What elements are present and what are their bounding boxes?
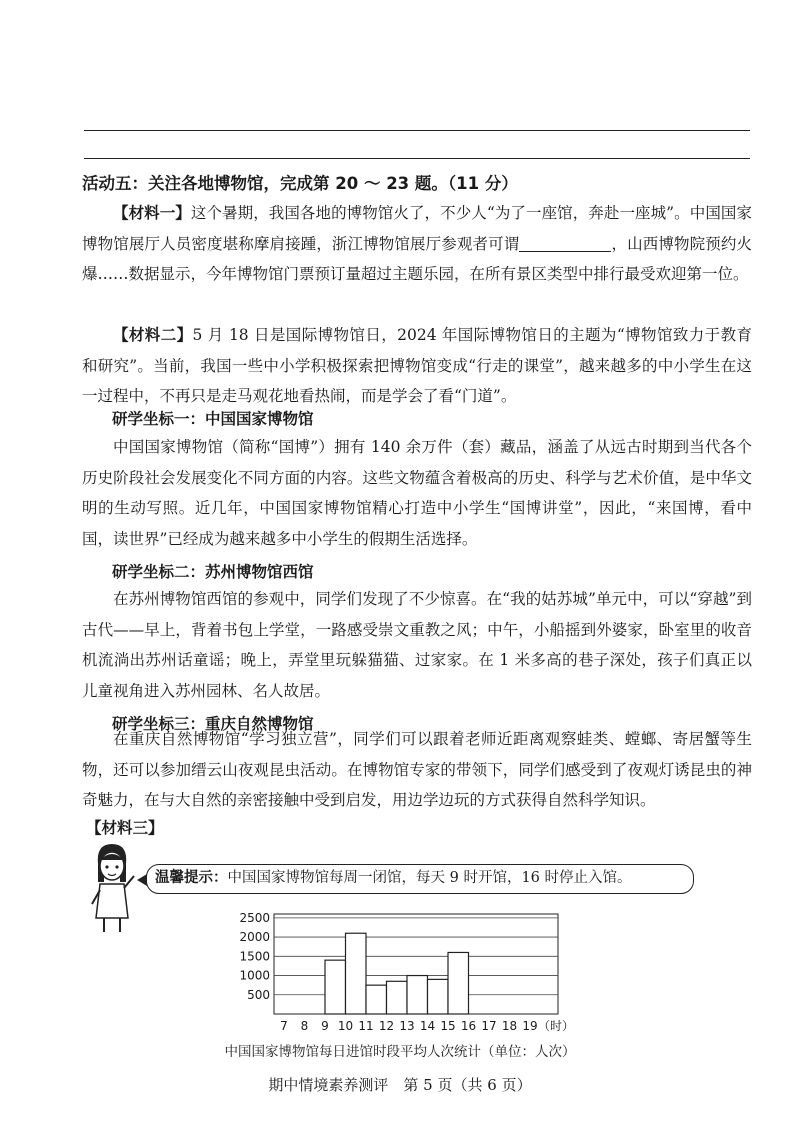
tip-label: 温馨提示： <box>155 870 228 886</box>
page-footer: 期中情境素养测评 第 5 页（共 6 页） <box>268 1076 532 1094</box>
chart-bar <box>407 976 428 1014</box>
x-tick-label: 7 <box>280 1019 288 1033</box>
x-tick-label: 19 <box>522 1019 538 1033</box>
chart-bar <box>428 979 449 1014</box>
y-tick-label: 500 <box>247 987 270 1002</box>
material-2-label: 【材料二】 <box>113 326 193 344</box>
site-3-title: 研学坐标三：重庆自然博物馆 <box>112 715 314 733</box>
chart-caption: 中国国家博物馆每日进馆时段平均人次统计（单位：人次） <box>224 1044 576 1060</box>
y-tick-label: 2500 <box>239 910 270 925</box>
answer-line-2 <box>84 158 750 159</box>
x-tick-label: 17 <box>481 1019 497 1033</box>
x-tick-label: 15 <box>440 1019 456 1033</box>
material-1 <box>82 198 752 290</box>
x-tick-label: 12 <box>378 1019 395 1033</box>
x-tick-label: 11 <box>358 1019 374 1033</box>
x-tick-label: 13 <box>399 1019 415 1033</box>
material-1-text-a: 这个暑期，我国各地的博物馆火了，不少人“为了一座馆，奔赴一座城”。中国国家博物馆展厅人员密度堪称摩肩接踵，浙江博物馆展厅参观者可谓 <box>82 204 752 253</box>
chart-bar <box>346 933 367 1014</box>
material-1-label: 【材料一】 <box>113 204 191 222</box>
chart-bar <box>366 985 387 1014</box>
fill-in-blank[interactable] <box>519 235 611 252</box>
chart-bar <box>325 960 346 1014</box>
material-1-text-b: ，山西博物院预约火爆……数据显示，今年博物馆门票预订量超过主题乐园，在所有景区类型中排行最受欢迎第一位。 <box>82 234 752 283</box>
answer-line-1 <box>84 130 750 131</box>
x-tick-label: 16 <box>460 1019 477 1033</box>
site-1-title: 研学坐标一：中国国家博物馆 <box>112 410 314 428</box>
y-tick-label: 1000 <box>239 968 270 983</box>
site-3-text: 在重庆自然博物馆“学习独立营”，同学们可以跟着老师近距离观察蛙类、螳螂、寄居蟹等生物，还可以参加缙云山夜观昆虫活动。在博物馆专家的带领下，同学们感受到了夜观灯诱昆虫的神奇魅力，在与大自然的亲密接触中受到启发，用边学边玩的方式获得自然科学知识。 <box>82 730 752 809</box>
site-2-text: 在苏州博物馆西馆的参观中，同学们发现了不少惊喜。在“我的姑苏城”单元中，可以“穿越”到古代——早上，背着书包上学堂，一路感受崇文重教之风；中午，小船摇到外婆家，卧室里的收音机流淌出苏州话童谣；晚上，弄堂里玩躲猫猫、过家家。在 1 米多高的巷子深处，孩子们真正以儿童视角进入苏州园林、名人故居。 <box>82 590 752 700</box>
site-1-text: 中国国家博物馆（简称“国博”）拥有 140 余万件（套）藏品，涵盖了从远古时期到当代各个历史阶段社会发展变化不同方面的内容。这些文物蕴含着极高的历史、科学与艺术价值，是中华文明的生动写照。近几年，中国国家博物馆精心打造中小学生“国博讲堂”，因此，“来国博，看中国，读世界”已经成为越来越多中小学生的假期生活选择。 <box>82 438 752 548</box>
girl-illustration <box>86 838 138 934</box>
material-2-text: 5 月 18 日是国际博物馆日，2024 年国际博物馆日的主题为“博物馆致力于教育和研究”。当前，我国一些中小学积极探索把博物馆变成“行走的课堂”，越来越多的中小学生在这一过程中，不再只是走马观花地看热闹，而是学会了看“门道”。 <box>82 326 752 405</box>
y-tick-label: 1500 <box>239 949 270 964</box>
x-tick-label: 14 <box>419 1019 436 1033</box>
tip-text: 中国国家博物馆每周一闭馆，每天 9 时开馆，16 时停止入馆。 <box>227 870 632 886</box>
tip-bubble <box>146 864 694 894</box>
y-tick-label: 2000 <box>239 930 270 945</box>
material-3-label: 【材料三】 <box>86 819 164 837</box>
chart-bar <box>448 952 469 1014</box>
x-tick-label: 9 <box>321 1019 329 1033</box>
x-tick-label: 8 <box>300 1019 309 1033</box>
visitor-chart <box>232 908 582 1038</box>
activity-heading: 活动五：关注各地博物馆，完成第 20 ～ 23 题。（11 分） <box>82 174 518 193</box>
material-2 <box>82 320 752 412</box>
x-tick-label: 10 <box>337 1019 354 1033</box>
site-2-title: 研学坐标二：苏州博物馆西馆 <box>112 563 314 581</box>
x-axis-unit: （时） <box>538 1019 575 1033</box>
chart-bar <box>387 981 408 1014</box>
x-tick-label: 18 <box>501 1019 518 1033</box>
